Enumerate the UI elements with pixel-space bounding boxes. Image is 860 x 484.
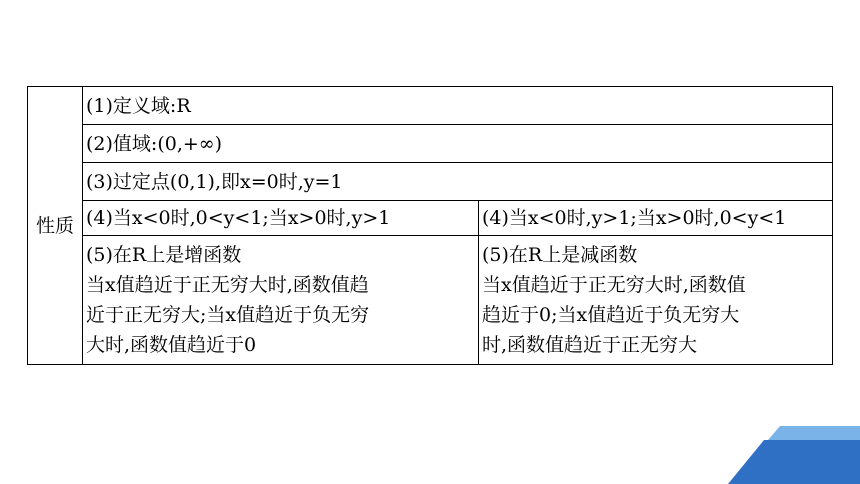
property-5-increasing [83,236,479,365]
table-row [28,201,833,236]
text-line: 大时,函数值趋近于0 [86,334,257,356]
property-domain: (1)定义域:R [83,87,833,125]
text-line: (5)在R上是增函数 [86,244,242,266]
text-line: 时,函数值趋近于正无穷大 [482,334,698,356]
property-5-decreasing [479,236,833,365]
text-line: 当x值趋近于正无穷大时,函数值 [482,274,746,296]
table-row [28,163,833,201]
table-row [28,236,833,365]
property-fixed-point: (3)过定点(0,1),即x=0时,y=1 [83,163,833,201]
text-line: (5)在R上是减函数 [482,244,638,266]
property-4-increasing: (4)当x<0时,0<y<1;当x>0时,y>1 [83,201,479,236]
table-row [28,125,833,163]
text-line: 当x值趋近于正无穷大时,函数值趋 [86,274,369,296]
corner-stripe-dark [728,440,860,484]
text-line: 趋近于0;当x值趋近于负无穷大 [482,304,740,326]
properties-table [27,86,833,365]
property-range: (2)值域:(0,+∞) [83,125,833,163]
property-4-decreasing: (4)当x<0时,y>1;当x>0时,0<y<1 [479,201,833,236]
table-row [28,87,833,125]
text-line: 近于正无穷大;当x值趋近于负无穷 [86,304,370,326]
row-label: 性质 [28,87,83,365]
corner-stripe-light [768,426,860,440]
